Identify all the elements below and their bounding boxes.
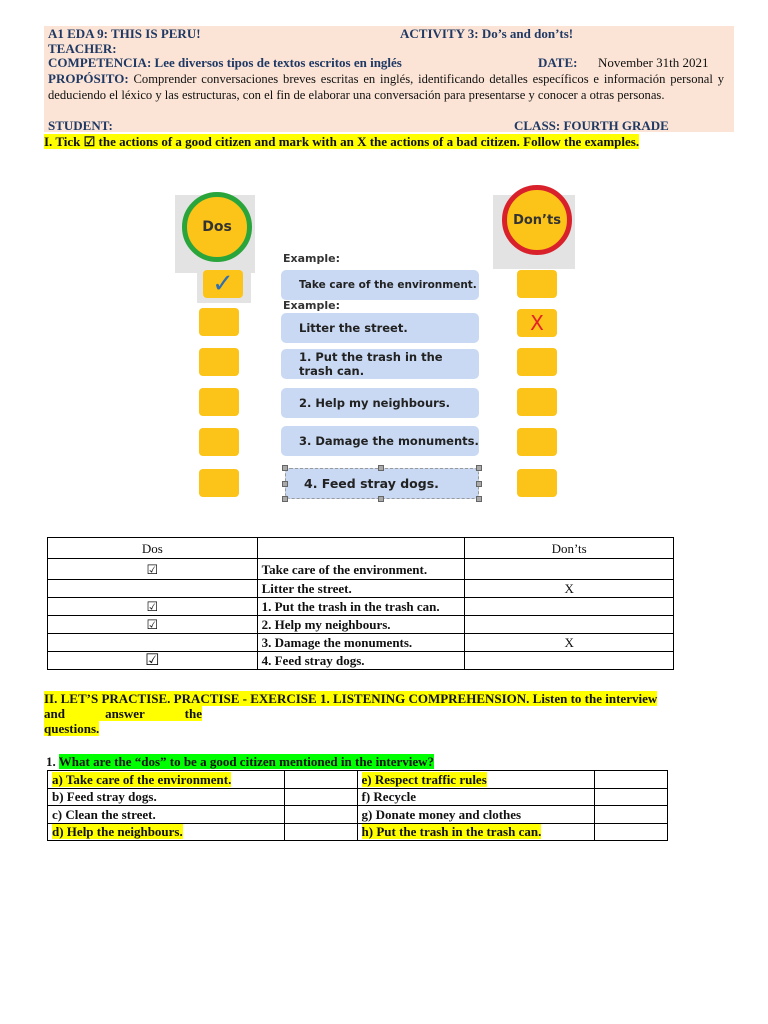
x-mark-icon: X	[530, 311, 544, 335]
dos-box-5	[199, 428, 239, 456]
table-header-row	[48, 538, 674, 559]
answer-cell[interactable]	[595, 806, 668, 824]
option-e: e) Respect traffic rules	[357, 771, 595, 789]
section2-line2: and answer the	[44, 706, 202, 721]
header-line-1	[48, 27, 730, 41]
resize-handle	[282, 465, 288, 471]
donts-cell: X	[465, 580, 674, 598]
header-line-competencia	[48, 56, 730, 70]
section2-title: II. LET’S PRACTISE. PRACTISE - EXERCISE 1. LISTENING COMPREHENSION. Listen to the interview	[44, 691, 658, 706]
option-a: a) Take care of the environment.	[48, 771, 285, 789]
donts-circle: Don’ts	[502, 185, 572, 255]
resize-handle	[476, 496, 482, 502]
donts-box-2	[517, 309, 557, 337]
table-row	[48, 580, 674, 598]
activity-title: ACTIVITY 3: Do’s and don’ts!	[400, 26, 574, 41]
option-g: g) Donate money and clothes	[357, 806, 595, 824]
illus-item-2: Litter the street.	[281, 313, 479, 343]
dos-circle: Dos	[182, 192, 252, 262]
table-row	[48, 788, 668, 806]
dos-cell: ☑	[48, 616, 258, 634]
dos-cell: ☑	[48, 652, 258, 670]
donts-box-3	[517, 348, 557, 376]
section2-line3: questions.	[44, 721, 100, 736]
dos-box-3	[199, 348, 239, 376]
question-text: What are the “dos” to be a good citizen mentioned in the interview?	[58, 754, 435, 769]
illus-item-1: Take care of the environment.	[281, 270, 479, 300]
donts-box-6	[517, 469, 557, 497]
competencia-text: Lee diversos tipos de textos escritos en inglés	[154, 55, 402, 70]
option-d: d) Help the neighbours.	[48, 823, 285, 841]
dos-box-1	[203, 270, 243, 298]
option-c: c) Clean the street.	[48, 806, 285, 824]
table-row	[48, 616, 674, 634]
illus-item-4: 2. Help my neighbours.	[281, 388, 479, 418]
proposito-paragraph	[48, 71, 724, 103]
action-cell: 1. Put the trash in the trash can.	[257, 598, 465, 616]
action-cell: 2. Help my neighbours.	[257, 616, 465, 634]
header-donts: Don’ts	[465, 538, 674, 559]
resize-handle	[476, 481, 482, 487]
answer-cell[interactable]	[284, 806, 357, 824]
date-label: DATE:	[538, 55, 578, 70]
header-dos: Dos	[48, 538, 258, 559]
dos-cell: ☑	[48, 598, 258, 616]
resize-handle	[476, 465, 482, 471]
dos-box-6	[199, 469, 239, 497]
donts-cell: X	[465, 634, 674, 652]
resize-handle	[378, 496, 384, 502]
dos-cell	[48, 634, 258, 652]
option-f: f) Recycle	[357, 788, 595, 806]
student-label: STUDENT:	[48, 118, 113, 133]
dos-box-2	[199, 308, 239, 336]
table-row	[48, 771, 668, 789]
answer-cell[interactable]	[284, 771, 357, 789]
answer-cell[interactable]	[284, 823, 357, 841]
action-cell: 3. Damage the monuments.	[257, 634, 465, 652]
section2-instruction	[44, 691, 716, 736]
date-value: November 31th 2021	[598, 55, 709, 70]
answer-options-table	[47, 770, 668, 841]
donts-cell	[465, 652, 674, 670]
table-row	[48, 559, 674, 580]
dos-donts-table	[47, 537, 674, 670]
action-cell: Take care of the environment.	[257, 559, 465, 580]
option-b: b) Feed stray dogs.	[48, 788, 285, 806]
competencia-label: COMPETENCIA:	[48, 55, 152, 70]
header-block	[44, 26, 734, 132]
header-line-student	[48, 119, 730, 133]
eda-title: A1 EDA 9: THIS IS PERU!	[48, 26, 201, 41]
table-row	[48, 823, 668, 841]
donts-cell	[465, 616, 674, 634]
check-icon: ✓	[212, 269, 234, 299]
action-cell: Litter the street.	[257, 580, 465, 598]
question-1	[46, 754, 434, 769]
donts-cell	[465, 559, 674, 580]
dos-cell: ☑	[48, 559, 258, 580]
dos-donts-illustration	[175, 185, 580, 505]
teacher-label: TEACHER:	[48, 41, 117, 56]
class-label: CLASS: FOURTH GRADE	[514, 118, 669, 133]
proposito-label: PROPÓSITO:	[48, 71, 129, 86]
answer-cell[interactable]	[595, 823, 668, 841]
donts-box-1	[517, 270, 557, 298]
header-action	[257, 538, 465, 559]
answer-cell[interactable]	[284, 788, 357, 806]
donts-box-5	[517, 428, 557, 456]
resize-handle	[282, 481, 288, 487]
table-row	[48, 598, 674, 616]
dos-cell	[48, 580, 258, 598]
dos-box-4	[199, 388, 239, 416]
option-h: h) Put the trash in the trash can.	[357, 823, 595, 841]
illus-item-6: 4. Feed stray dogs.	[285, 468, 479, 499]
action-cell: 4. Feed stray dogs.	[257, 652, 465, 670]
table-row	[48, 652, 674, 670]
answer-cell[interactable]	[595, 788, 668, 806]
donts-cell	[465, 598, 674, 616]
donts-box-4	[517, 388, 557, 416]
question-number: 1.	[46, 754, 56, 769]
answer-cell[interactable]	[595, 771, 668, 789]
section1-instruction: I. Tick ☑ the actions of a good citizen and mark with an X the actions of a bad citizen. Follow the examples.	[44, 134, 640, 149]
illus-item-5: 3. Damage the monuments.	[281, 426, 479, 456]
table-row	[48, 634, 674, 652]
resize-handle	[282, 496, 288, 502]
resize-handle	[378, 465, 384, 471]
example-label-1: Example:	[283, 252, 340, 265]
example-label-2: Example:	[283, 299, 340, 312]
table-row	[48, 806, 668, 824]
illus-item-3: 1. Put the trash in the trash can.	[281, 349, 479, 379]
proposito-text: Comprender conversaciones breves escritas en inglés, identificando detalles específicos e información personal y deduciendo el léxico y las estructuras, con el fin de elaborar una conversación para presentarse y conocer a otras personas.	[48, 72, 724, 102]
